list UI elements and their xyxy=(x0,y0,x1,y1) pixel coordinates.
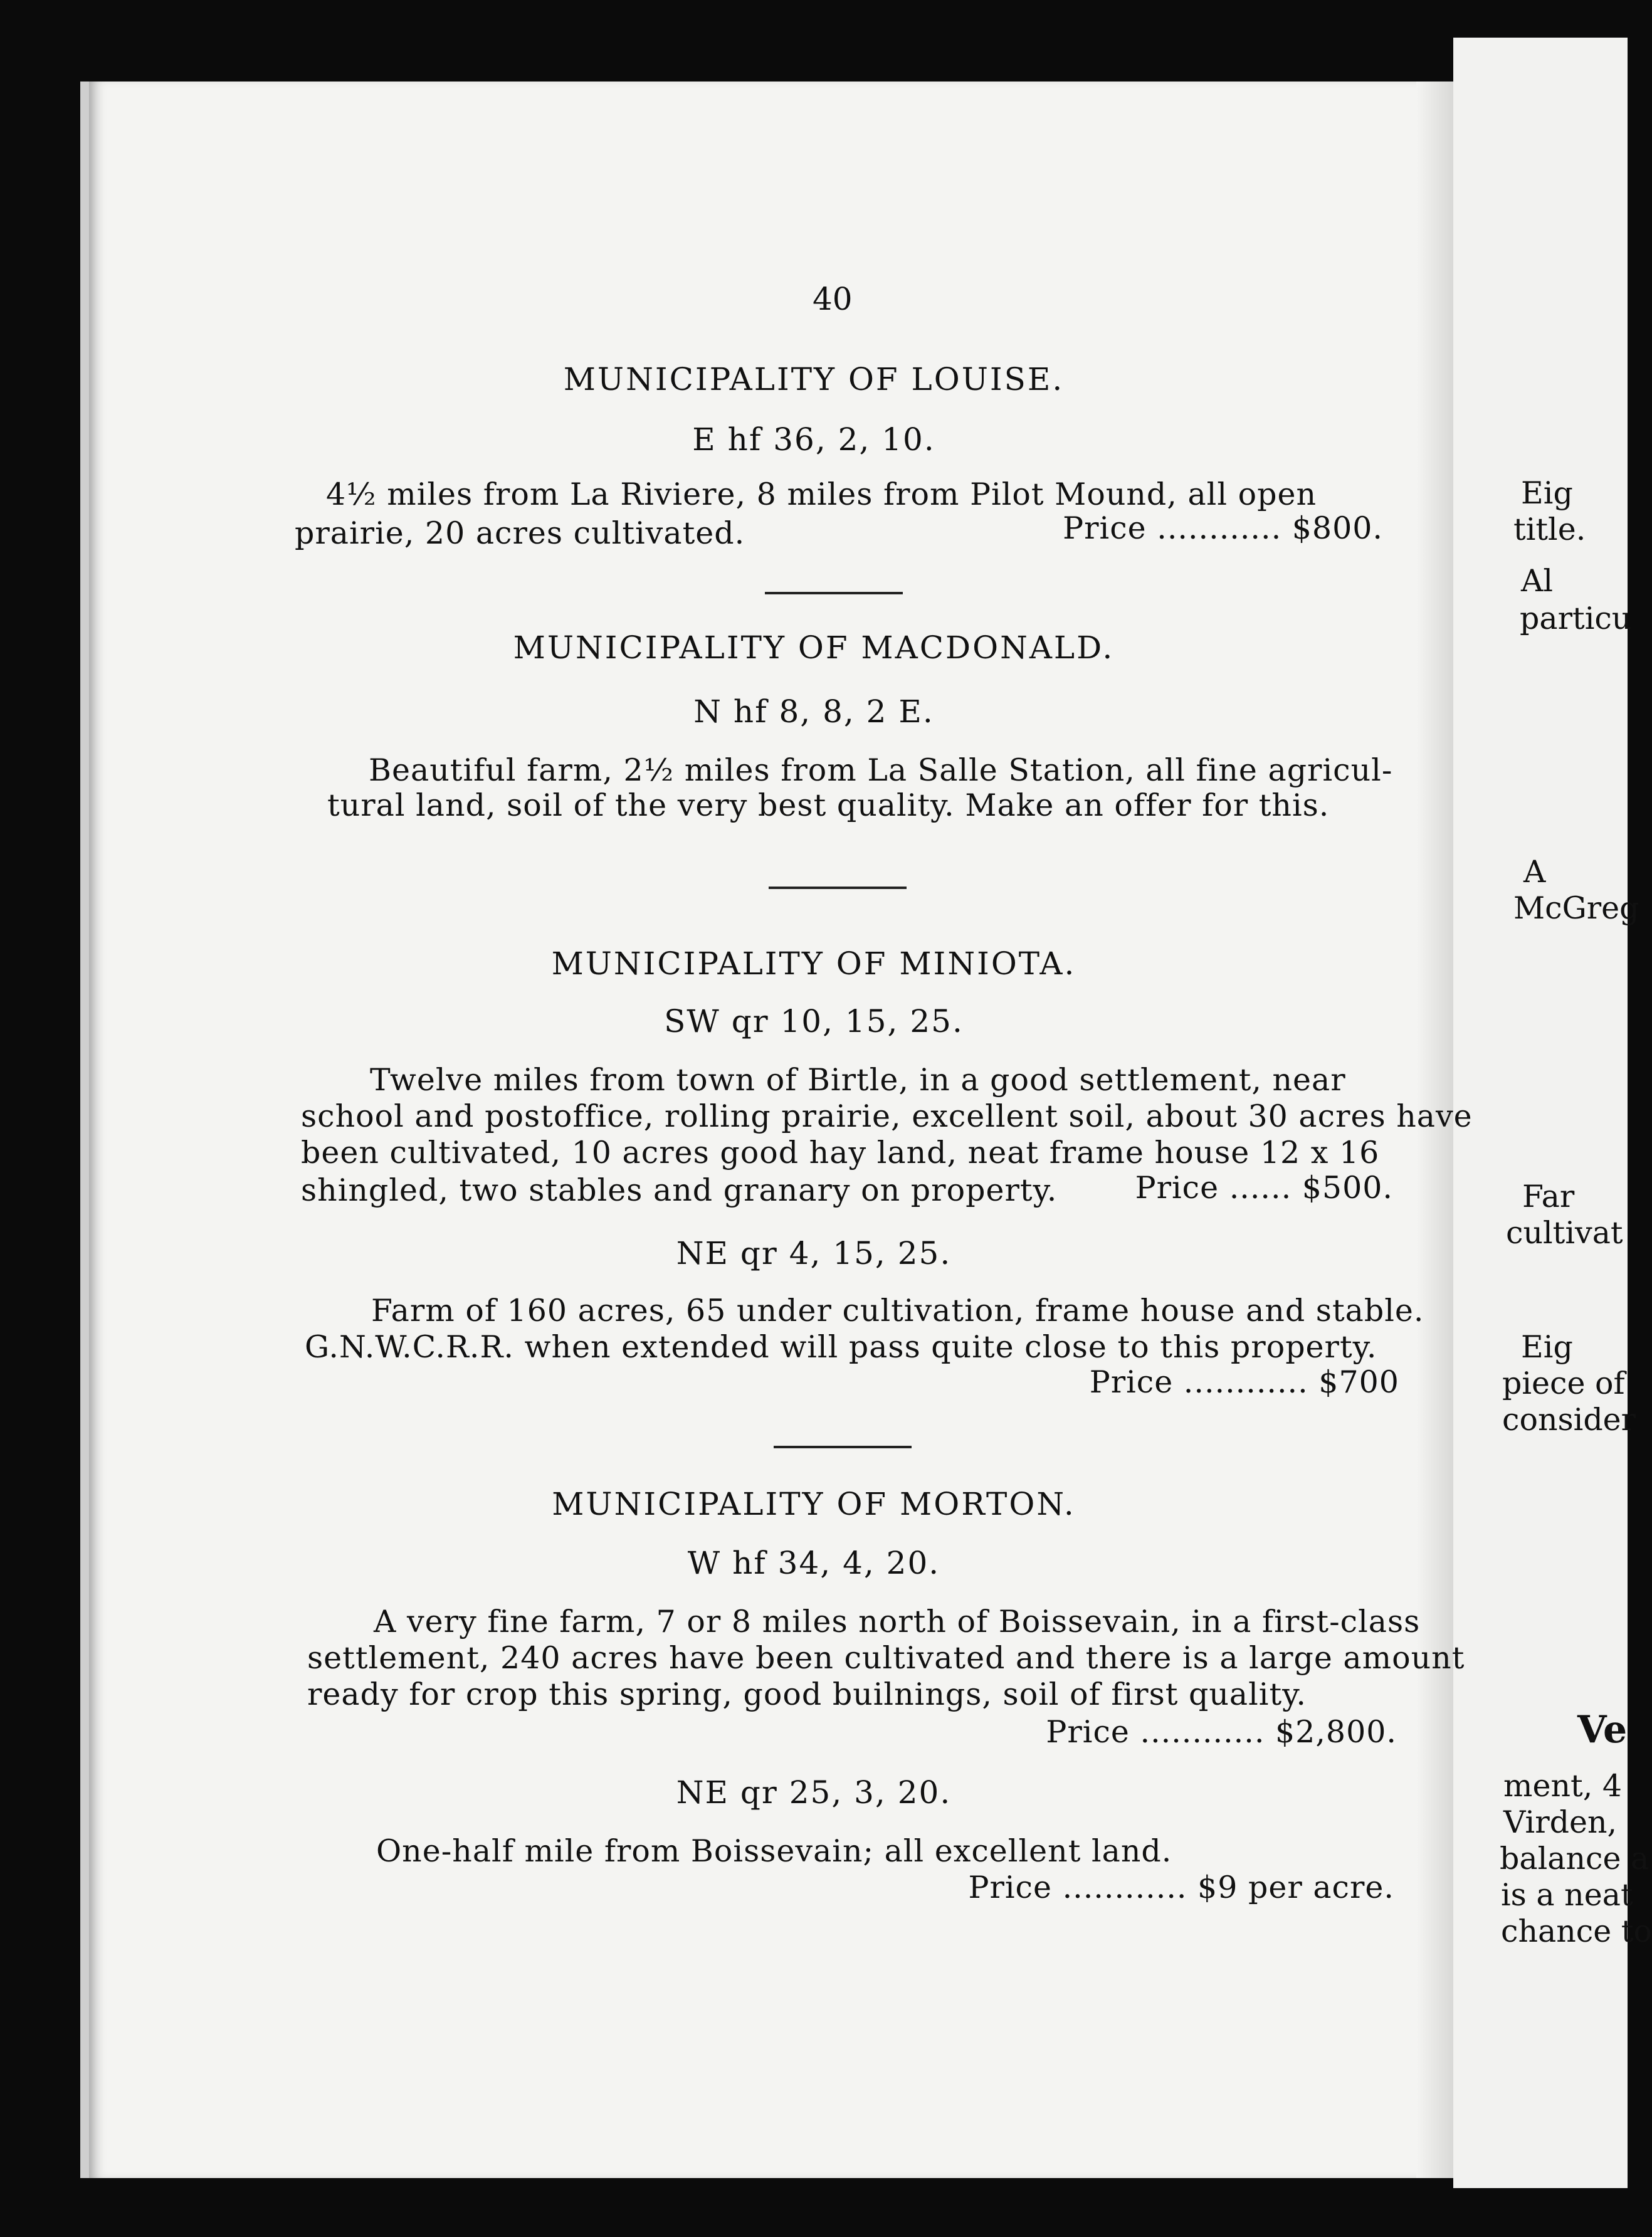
paragraph-line: Farm of 160 acres, 65 under cultivation, frame house and stable. xyxy=(371,1293,1424,1329)
price-line: Price ...... $500. xyxy=(1135,1170,1393,1206)
facing-line: chance to xyxy=(1501,1913,1652,1949)
facing-line: piece of xyxy=(1502,1366,1625,1401)
price-line: Price ............ $800. xyxy=(1063,510,1383,546)
facing-line: consider xyxy=(1502,1402,1636,1438)
paragraph-line: been cultivated, 10 acres good hay land, neat frame house 12 x 16 xyxy=(301,1135,1380,1171)
facing-line: A xyxy=(1523,854,1546,890)
facing-line: is a neat xyxy=(1501,1877,1633,1913)
facing-line: Far xyxy=(1522,1179,1575,1214)
paragraph-line: tural land, soil of the very best quality. Make an offer for this. xyxy=(327,787,1330,823)
paragraph-line: settlement, 240 acres have been cultivated and there is a large amount xyxy=(307,1640,1465,1676)
lot-louise: E hf 36, 2, 10. xyxy=(692,421,935,458)
lot-macdonald: N hf 8, 8, 2 E. xyxy=(693,693,934,730)
page-number: 40 xyxy=(813,281,853,317)
facing-line: Eig xyxy=(1521,1329,1573,1365)
section-heading-morton: MUNICIPALITY OF MORTON. xyxy=(552,1486,1076,1522)
facing-line: particu xyxy=(1520,601,1632,636)
facing-line: title. xyxy=(1513,512,1586,547)
section-heading-miniota: MUNICIPALITY OF MINIOTA. xyxy=(551,945,1076,982)
facing-heading: Ve xyxy=(1577,1708,1628,1752)
paragraph-line: A very fine farm, 7 or 8 miles north of Boissevain, in a first-class xyxy=(374,1604,1421,1640)
paragraph-line: 4½ miles from La Riviere, 8 miles from Pilot Mound, all open xyxy=(326,476,1317,512)
facing-line: cultivat xyxy=(1506,1215,1623,1251)
lot-morton-2: NE qr 25, 3, 20. xyxy=(676,1774,952,1811)
lot-miniota-1: SW qr 10, 15, 25. xyxy=(664,1003,964,1040)
paragraph-line: ready for crop this spring, good builnings, soil of first quality. xyxy=(307,1676,1307,1712)
facing-page xyxy=(1453,38,1652,2188)
price-line: Price ............ $2,800. xyxy=(1046,1714,1397,1750)
facing-line: Eig xyxy=(1521,475,1573,511)
lot-miniota-2: NE qr 4, 15, 25. xyxy=(676,1235,952,1271)
facing-line: Al xyxy=(1521,563,1554,599)
price-line: Price ............ $700 xyxy=(1089,1364,1399,1400)
paragraph-line: shingled, two stables and granary on property. xyxy=(301,1172,1058,1208)
paragraph-line: G.N.W.C.R.R. when extended will pass quite close to this property. xyxy=(305,1329,1377,1365)
price-line: Price ............ $9 per acre. xyxy=(968,1870,1394,1905)
paragraph-line: school and postoffice, rolling prairie, excellent soil, about 30 acres have xyxy=(301,1098,1473,1134)
facing-line: Virden, xyxy=(1503,1804,1618,1840)
lot-morton-1: W hf 34, 4, 20. xyxy=(687,1545,940,1581)
section-divider xyxy=(765,592,903,594)
section-heading-macdonald: MUNICIPALITY OF MACDONALD. xyxy=(513,629,1115,666)
facing-line: balance a xyxy=(1500,1841,1649,1876)
facing-line: McGreg xyxy=(1513,890,1639,926)
section-heading-louise: MUNICIPALITY OF LOUISE. xyxy=(563,361,1065,397)
paragraph-line: One-half mile from Boissevain; all excellent land. xyxy=(376,1833,1172,1869)
paragraph-line: Beautiful farm, 2½ miles from La Salle Station, all fine agricul- xyxy=(369,752,1393,788)
paragraph-line: prairie, 20 acres cultivated. xyxy=(295,515,745,551)
facing-line: ment, 4 xyxy=(1503,1768,1623,1804)
section-divider xyxy=(774,1446,912,1448)
paragraph-line: Twelve miles from town of Birtle, in a good settlement, near xyxy=(370,1062,1346,1098)
section-divider xyxy=(769,887,907,889)
